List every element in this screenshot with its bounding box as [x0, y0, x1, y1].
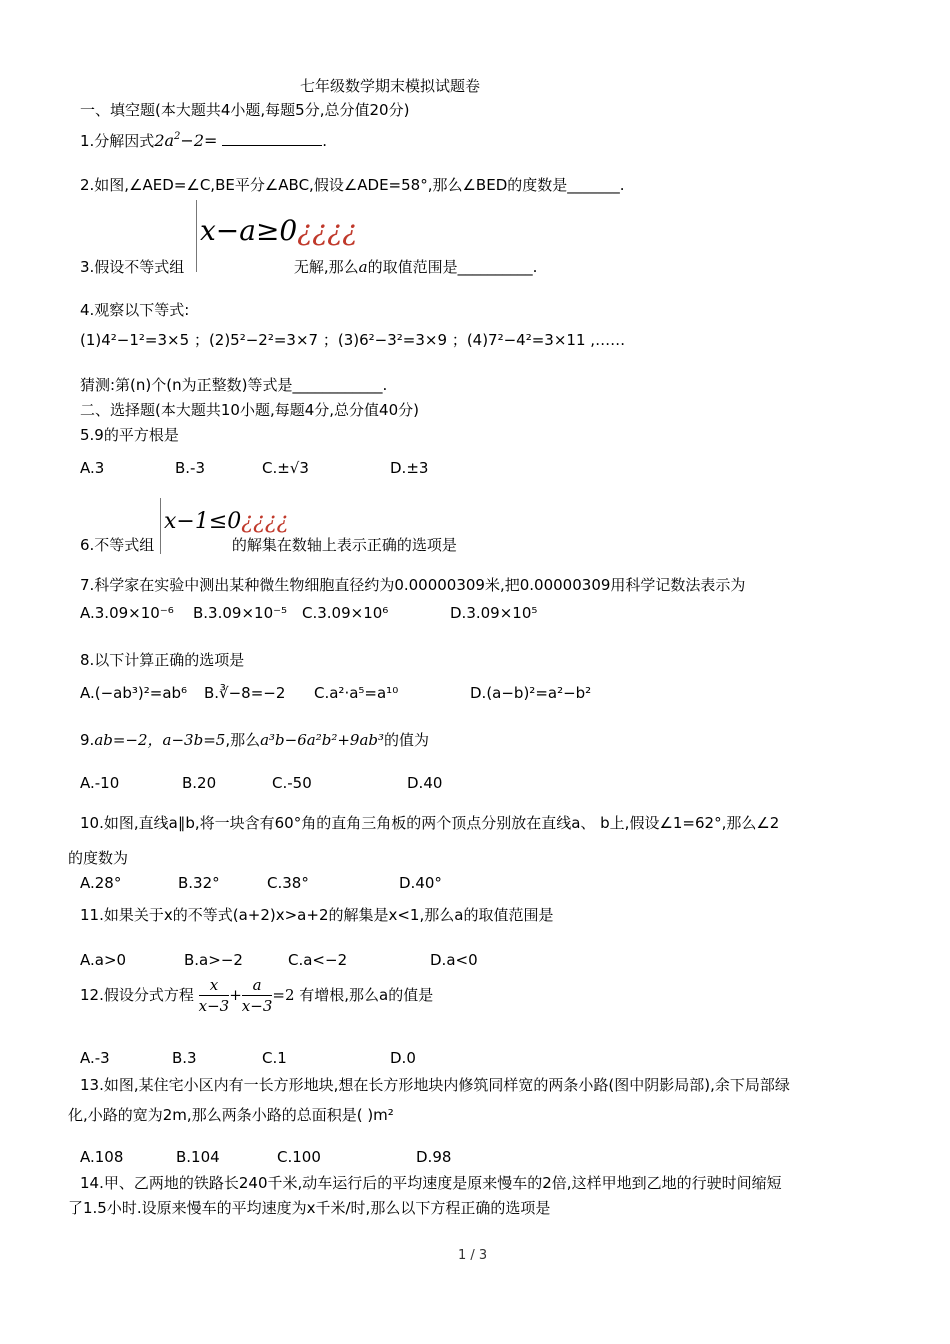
- q7-option-c: C.3.09×10⁶: [302, 604, 389, 622]
- q4-eq-1: (1)4²−1²=3×5: [80, 331, 190, 349]
- q13-line-2: 化,小路的宽为2m,那么两条小路的总面积是( )m²: [68, 1106, 394, 1124]
- q9-option-d: D.40: [407, 774, 443, 792]
- q1-answer-blank: [222, 130, 322, 146]
- q9-option-b: B.20: [182, 774, 217, 792]
- q5-option-c: C.±√3: [262, 459, 309, 477]
- q6-system-expr: [164, 508, 288, 536]
- question-3: [80, 257, 537, 277]
- q6-garbled-text: ¿¿¿¿: [241, 509, 289, 534]
- q7-stem: 7.科学家在实验中测出某种微生物细胞直径约为0.00000309米,把0.00000309用科学记数法表示为: [80, 576, 746, 594]
- q5-option-a: A.3: [80, 459, 105, 477]
- q10-option-a: A.28°: [80, 874, 122, 892]
- q3-mid: 无解,那么: [293, 258, 359, 276]
- question-12: [80, 974, 433, 1016]
- q13-option-a: A.108: [80, 1148, 124, 1166]
- q14-line-2: 了1.5小时.设原来慢车的平均速度为x千米/时,那么以下方程正确的选项是: [68, 1199, 551, 1217]
- q3-inequality: x−a≥0: [200, 214, 298, 247]
- page-title: 七年级数学期末模拟试题卷: [300, 77, 481, 95]
- q5-stem: 5.9的平方根是: [80, 426, 179, 444]
- section-1-heading: 一、填空题(本大题共4小题,每题5分,总分值20分): [80, 101, 410, 119]
- q5-option-d: D.±3: [390, 459, 429, 477]
- q6-inequality: x−1≤0: [164, 509, 242, 534]
- q13-options: [80, 1147, 451, 1167]
- q9-option-c: C.-50: [272, 774, 312, 792]
- q5-option-b: B.-3: [175, 459, 206, 477]
- q10-option-d: D.40°: [399, 874, 442, 892]
- q13-line-1: 13.如图,某住宅小区内有一长方形地块,想在长方形地块内修筑同样宽的两条小路(图中阴影局部),余下局部绿: [80, 1076, 790, 1094]
- q8-option-a: A.(−ab³)²=ab⁶: [80, 684, 188, 702]
- q8-option-c: C.a²·a⁵=a¹⁰: [314, 684, 399, 702]
- q13-option-b: B.104: [176, 1148, 220, 1166]
- q7-option-a: A.3.09×10⁻⁶: [80, 604, 174, 622]
- q4-guess: 猜测:第(n)个(n为正整数)等式是____________.: [80, 376, 388, 394]
- question-9: [80, 730, 429, 750]
- q9-pre: 9.: [80, 731, 95, 749]
- q4-equations: [80, 330, 625, 350]
- q7-options: [80, 603, 537, 623]
- q11-option-a: A.a>0: [80, 951, 127, 969]
- q3-garbled-text: ¿¿¿¿: [297, 214, 358, 247]
- q9-condition: ab=−2，a−3b=5: [94, 731, 226, 749]
- q9-options: [80, 773, 442, 793]
- q12-pre: 12.假设分式方程: [80, 986, 194, 1004]
- q7-option-b: B.3.09×10⁻⁵: [193, 604, 288, 622]
- q13-option-d: D.98: [416, 1148, 452, 1166]
- q12-post: 有增根,那么a的值是: [299, 986, 434, 1004]
- q3-var: a: [358, 258, 368, 276]
- q10-options: [80, 873, 442, 893]
- q3-post: 的取值范围是__________.: [367, 258, 538, 276]
- q10-option-c: C.38°: [267, 874, 309, 892]
- q6-pre: 6.不等式组: [80, 536, 155, 554]
- q12-option-b: B.3: [172, 1049, 197, 1067]
- q9-expression: a³b−6a²b²+9ab³: [260, 731, 385, 749]
- q4-intro: 4.观察以下等式:: [80, 301, 190, 319]
- q9-mid: ,那么: [225, 731, 261, 749]
- q9-post: 的值为: [384, 731, 430, 749]
- q12-plus: +: [229, 986, 242, 1004]
- q4-eq-4: ；(4)7²−4²=3×11: [451, 331, 586, 349]
- q10-line-1: 10.如图,直线a∥b,将一块含有60°角的直角三角板的两个顶点分别放在直线a、 b上,假设∠1=62°,那么∠2: [80, 814, 780, 832]
- q8-stem: 8.以下计算正确的选项是: [80, 651, 245, 669]
- q1-expr: $2a^2-2=$: [154, 131, 218, 150]
- page-footer: 1 / 3: [458, 1248, 488, 1263]
- q14-line-1: 14.甲、乙两地的铁路长240千米,动车运行后的平均速度是原来慢车的2倍,这样甲地到乙地的行驶时间缩短: [80, 1174, 782, 1192]
- q11-stem: 11.如果关于x的不等式(a+2)x>a+2的解集是x<1,那么a的取值范围是: [80, 906, 554, 924]
- q12-option-c: C.1: [262, 1049, 287, 1067]
- q6-post: 的解集在数轴上表示正确的选项是: [231, 536, 457, 554]
- question-6: [80, 535, 457, 555]
- q4-eq-3: ；(3)6²−3²=3×9: [322, 331, 448, 349]
- q11-options: [80, 950, 478, 970]
- q12-options: [80, 1048, 416, 1068]
- q8-option-b: B.∛−8=−2: [204, 684, 286, 702]
- q8-option-d: D.(a−b)²=a²−b²: [470, 684, 592, 702]
- q4-ellipsis: ,……: [590, 331, 626, 349]
- q12-option-d: D.0: [390, 1049, 416, 1067]
- question-2: 2.如图,∠AED=∠C,BE平分∠ABC,假设∠ADE=58°,那么∠BED的度数是_______.: [80, 176, 625, 194]
- q10-option-b: B.32°: [178, 874, 220, 892]
- q8-options: [80, 683, 591, 703]
- q5-options: [80, 458, 428, 478]
- q1-label: 1.分解因式: [80, 132, 155, 150]
- q4-eq-2: ；(2)5²−2²=3×7: [193, 331, 319, 349]
- section-2-heading: 二、选择题(本大题共10小题,每题4分,总分值40分): [80, 401, 419, 419]
- q1-end: .: [322, 132, 327, 150]
- q9-option-a: A.-10: [80, 774, 120, 792]
- q12-fraction-2: $\frac{a}{x-3}$: [241, 976, 273, 1015]
- q3-system-expr: [200, 214, 357, 248]
- q13-option-c: C.100: [277, 1148, 321, 1166]
- q11-option-c: C.a<−2: [288, 951, 348, 969]
- q12-option-a: A.-3: [80, 1049, 110, 1067]
- q12-fraction-1: $\frac{x}{x-3}$: [198, 976, 230, 1015]
- q3-pre: 3.假设不等式组: [80, 258, 185, 276]
- q12-equals: =2: [272, 986, 295, 1004]
- q11-option-b: B.a>−2: [184, 951, 243, 969]
- question-1: [80, 130, 327, 151]
- q10-line-2: 的度数为: [68, 849, 129, 867]
- q7-option-d: D.3.09×10⁵: [450, 604, 538, 622]
- q11-option-d: D.a<0: [430, 951, 478, 969]
